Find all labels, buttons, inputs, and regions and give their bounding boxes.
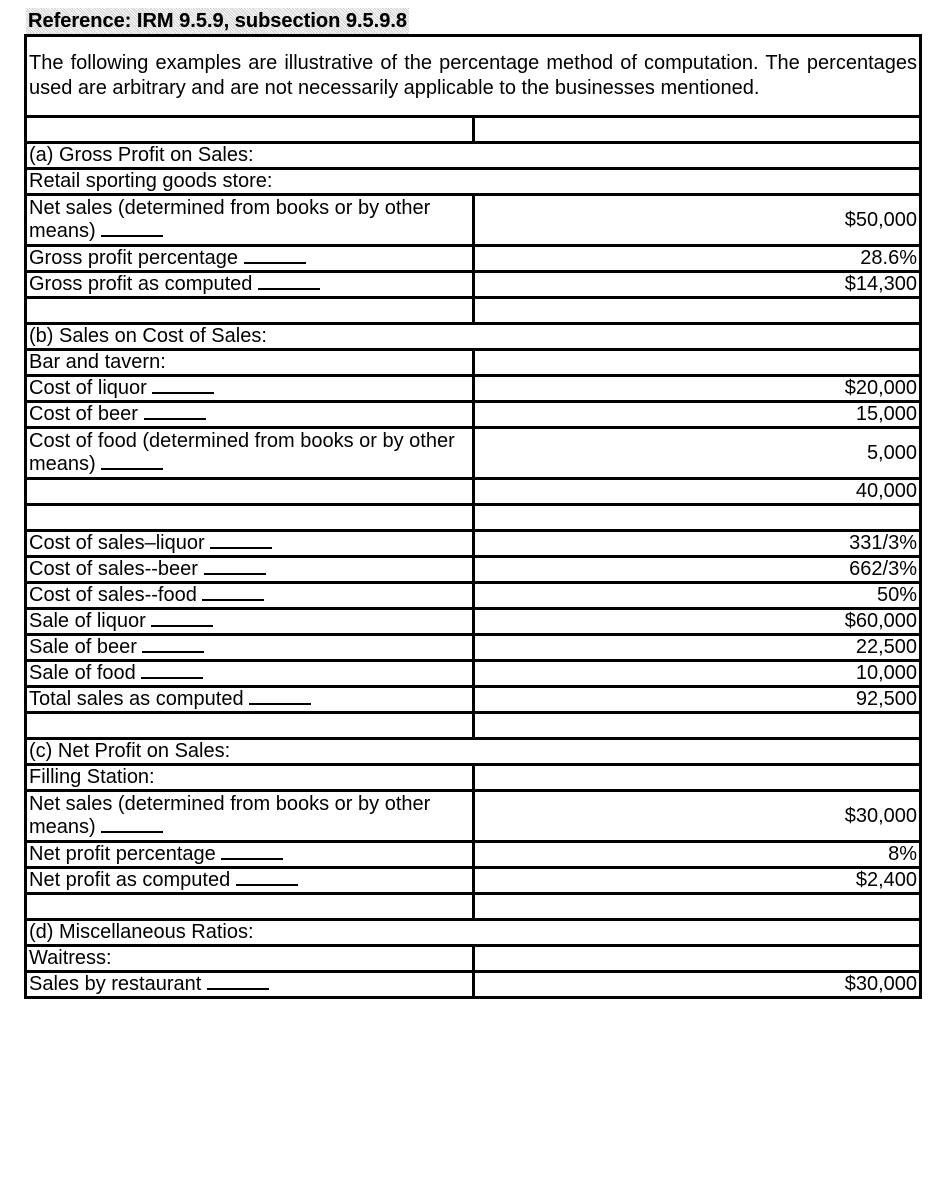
row-label bbox=[26, 479, 474, 505]
fill-in-line bbox=[144, 404, 206, 420]
section-heading-row bbox=[26, 920, 921, 946]
fill-in-line bbox=[236, 870, 298, 886]
table-row bbox=[26, 557, 921, 583]
blank-cell bbox=[473, 350, 921, 376]
table-row bbox=[26, 428, 921, 479]
row-value: 92,500 bbox=[473, 687, 921, 713]
fill-in-line bbox=[152, 378, 214, 394]
row-value: 15,000 bbox=[473, 402, 921, 428]
table-row bbox=[26, 272, 921, 298]
row-value: $20,000 bbox=[473, 376, 921, 402]
table-row bbox=[26, 402, 921, 428]
table-row bbox=[26, 246, 921, 272]
blank-row bbox=[26, 117, 921, 143]
business-row bbox=[26, 350, 921, 376]
business-row bbox=[26, 169, 921, 195]
fill-in-line bbox=[244, 248, 306, 264]
section-c-heading: (c) Net Profit on Sales: bbox=[26, 739, 921, 765]
blank-row bbox=[26, 505, 921, 531]
row-value: $30,000 bbox=[473, 972, 921, 998]
table-row bbox=[26, 195, 921, 246]
table-row bbox=[26, 661, 921, 687]
section-a-heading: (a) Gross Profit on Sales: bbox=[26, 143, 921, 169]
fill-in-line bbox=[142, 637, 204, 653]
row-value: $60,000 bbox=[473, 609, 921, 635]
fill-in-line bbox=[202, 585, 264, 601]
row-value: $2,400 bbox=[473, 868, 921, 894]
blank-row bbox=[26, 298, 921, 324]
table-row bbox=[26, 687, 921, 713]
business-row bbox=[26, 946, 921, 972]
fill-in-line bbox=[258, 274, 320, 290]
blank-row bbox=[26, 894, 921, 920]
row-label: Sale of beer bbox=[26, 635, 474, 661]
table-row bbox=[26, 868, 921, 894]
row-value: 50% bbox=[473, 583, 921, 609]
table-row bbox=[26, 972, 921, 998]
blank-cell bbox=[473, 505, 921, 531]
row-value: 28.6% bbox=[473, 246, 921, 272]
row-value: 22,500 bbox=[473, 635, 921, 661]
table-row bbox=[26, 635, 921, 661]
percentage-method-table bbox=[24, 34, 922, 999]
row-value: 331/3% bbox=[473, 531, 921, 557]
row-label: Net sales (determined from books or by other means) bbox=[26, 791, 474, 842]
row-value: 662/3% bbox=[473, 557, 921, 583]
row-label: Gross profit percentage bbox=[26, 246, 474, 272]
fill-in-line bbox=[101, 221, 163, 237]
table-row bbox=[26, 531, 921, 557]
table-row bbox=[26, 842, 921, 868]
row-value: 10,000 bbox=[473, 661, 921, 687]
fill-in-line bbox=[221, 844, 283, 860]
row-value: $14,300 bbox=[473, 272, 921, 298]
row-label: Net profit percentage bbox=[26, 842, 474, 868]
row-value: $30,000 bbox=[473, 791, 921, 842]
intro-row bbox=[26, 36, 921, 117]
blank-cell bbox=[26, 117, 474, 143]
fill-in-line bbox=[207, 974, 269, 990]
section-heading-row bbox=[26, 143, 921, 169]
blank-cell bbox=[473, 298, 921, 324]
fill-in-line bbox=[151, 611, 213, 627]
blank-cell bbox=[473, 713, 921, 739]
fill-in-line bbox=[249, 689, 311, 705]
blank-row bbox=[26, 713, 921, 739]
blank-cell bbox=[26, 894, 474, 920]
row-value: 8% bbox=[473, 842, 921, 868]
blank-cell bbox=[26, 713, 474, 739]
row-label: Cost of sales--beer bbox=[26, 557, 474, 583]
row-value: 40,000 bbox=[473, 479, 921, 505]
row-label: Sales by restaurant bbox=[26, 972, 474, 998]
row-label: Total sales as computed bbox=[26, 687, 474, 713]
row-label: Sale of food bbox=[26, 661, 474, 687]
blank-cell bbox=[26, 298, 474, 324]
fill-in-line bbox=[204, 559, 266, 575]
row-label: Cost of sales–liquor bbox=[26, 531, 474, 557]
blank-cell bbox=[473, 117, 921, 143]
row-value: 5,000 bbox=[473, 428, 921, 479]
section-a-business: Retail sporting goods store: bbox=[26, 169, 921, 195]
blank-cell bbox=[473, 765, 921, 791]
row-label: Net sales (determined from books or by other means) bbox=[26, 195, 474, 246]
row-label: Cost of beer bbox=[26, 402, 474, 428]
section-b-heading: (b) Sales on Cost of Sales: bbox=[26, 324, 921, 350]
business-row bbox=[26, 765, 921, 791]
blank-cell bbox=[473, 894, 921, 920]
blank-cell bbox=[473, 946, 921, 972]
row-label: Cost of sales--food bbox=[26, 583, 474, 609]
reference-header: Reference: IRM 9.5.9, subsection 9.5.9.8 bbox=[28, 10, 408, 32]
fill-in-line bbox=[210, 533, 272, 549]
table-row bbox=[26, 479, 921, 505]
section-d-heading: (d) Miscellaneous Ratios: bbox=[26, 920, 921, 946]
blank-cell bbox=[26, 505, 474, 531]
row-label: Net profit as computed bbox=[26, 868, 474, 894]
fill-in-line bbox=[141, 663, 203, 679]
table-row bbox=[26, 609, 921, 635]
intro-text: The following examples are illustrative of the percentage method of computation. The percentages used are arbitrary and are not necessarily applicable to the businesses mentioned. bbox=[26, 36, 921, 117]
fill-in-line bbox=[101, 817, 163, 833]
table-row bbox=[26, 583, 921, 609]
row-label: Cost of liquor bbox=[26, 376, 474, 402]
section-heading-row bbox=[26, 739, 921, 765]
section-heading-row bbox=[26, 324, 921, 350]
row-value: $50,000 bbox=[473, 195, 921, 246]
fill-in-line bbox=[101, 454, 163, 470]
table-row bbox=[26, 376, 921, 402]
table-row bbox=[26, 791, 921, 842]
section-d-business: Waitress: bbox=[26, 946, 474, 972]
row-label: Cost of food (determined from books or by other means) bbox=[26, 428, 474, 479]
row-label: Gross profit as computed bbox=[26, 272, 474, 298]
section-c-business: Filling Station: bbox=[26, 765, 474, 791]
row-label: Sale of liquor bbox=[26, 609, 474, 635]
section-b-business: Bar and tavern: bbox=[26, 350, 474, 376]
